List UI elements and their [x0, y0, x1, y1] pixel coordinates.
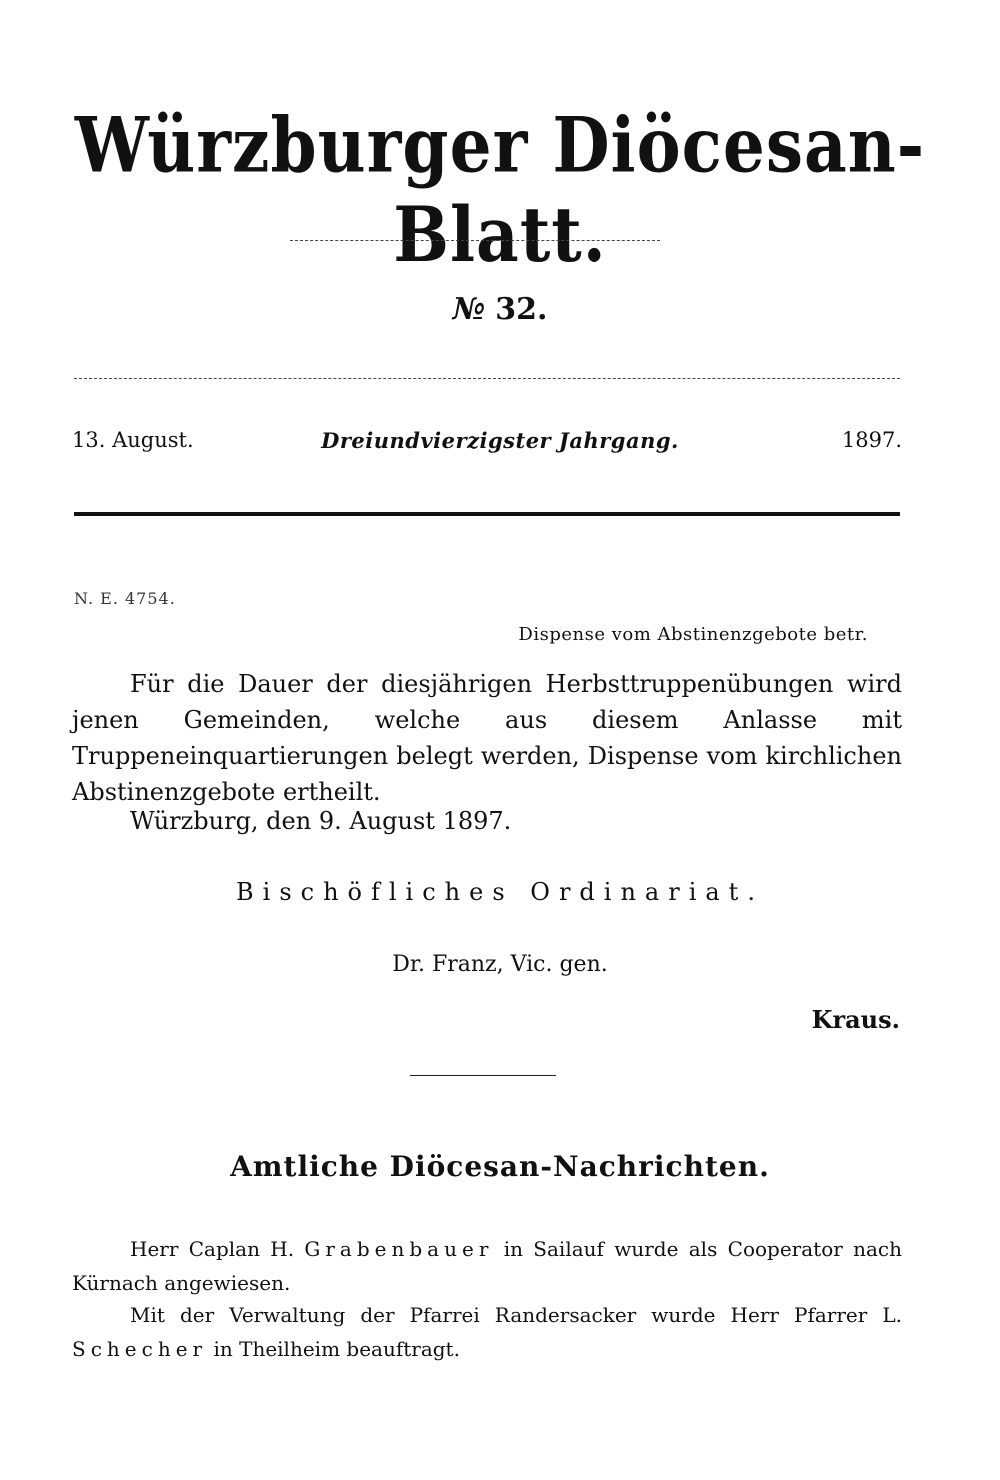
section-heading: Amtliche Diöcesan-Nachrichten. [230, 1150, 770, 1183]
decree-place-date: Würzburg, den 9. August 1897. [130, 807, 512, 835]
issue-date: 13. August. [72, 428, 194, 452]
decree-reference: N. E. 4754. [74, 589, 176, 608]
section-divider [410, 1075, 556, 1076]
decree-secretary: Kraus. [811, 1005, 900, 1034]
issue-number-value: 32. [495, 292, 548, 327]
dateline-top-rule [74, 378, 900, 379]
news-item-text: Mit der Verwaltung der Pfarrei Randersacker wurde Herr Pfarrer L. [130, 1303, 902, 1327]
news-item-person: Schecher [72, 1337, 208, 1361]
news-item [72, 1232, 902, 1300]
news-item-text: in Theilheim beauftragt. [213, 1337, 460, 1361]
decree-subject: Dispense vom Abstinenzgebote betr. [518, 624, 868, 645]
volume-label: Dreiundvierzigster Jahrgang. [321, 428, 679, 453]
issue-number [0, 292, 1000, 327]
decree-signatory: Dr. Franz, Vic. gen. [392, 952, 608, 977]
news-item-person: Grabenbauer [304, 1237, 494, 1261]
masthead-title: Würzburger Diöcesan-Blatt. [74, 100, 926, 280]
dateline-bottom-rule [74, 512, 900, 516]
news-item-text: in Sailauf wurde als Cooperator nach Kürnach angewiesen. [72, 1237, 903, 1295]
issue-year: 1897. [841, 428, 902, 452]
masthead-divider [290, 240, 660, 241]
decree-text: Für die Dauer der diesjährigen Herbsttruppenübungen wird jenen Gemeinden, welche aus diesem Anlasse mit Truppeneinquartierungen belegt werden, Dispense vom kirchlichen Abstinenzgebote ertheilt. [72, 670, 902, 806]
issue-number-symbol: № [452, 292, 486, 327]
decree-authority: Bischöfliches Ordinariat. [236, 878, 764, 906]
news-item-text: Herr Caplan H. [130, 1237, 295, 1261]
news-item [72, 1298, 902, 1366]
